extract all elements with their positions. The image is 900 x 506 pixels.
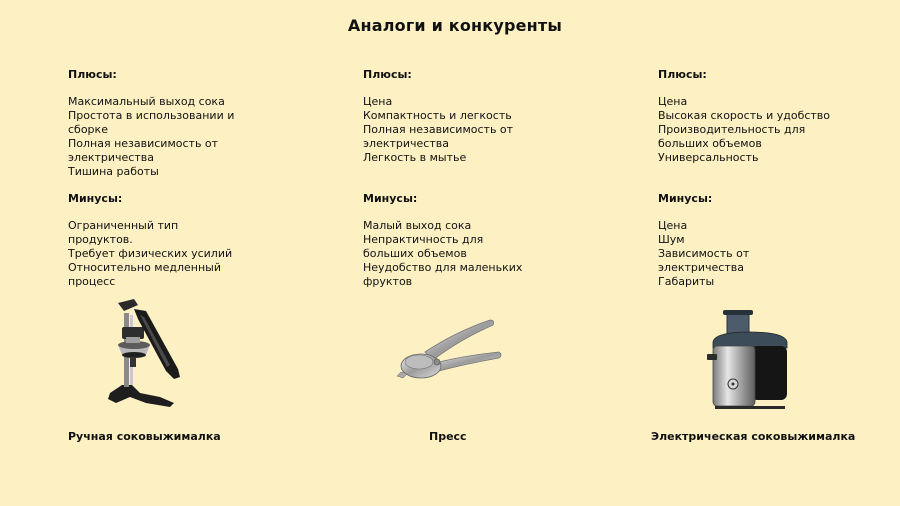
pros-item: Легкость в мытье <box>363 151 467 164</box>
cons-item: Зависимость от <box>658 247 750 260</box>
cons-item: электричества <box>658 261 744 274</box>
column-press <box>363 68 563 289</box>
cons-item: процесс <box>68 275 116 288</box>
pros-item: Компактность и легкость <box>363 109 512 122</box>
cons-list <box>68 219 268 289</box>
slide-title: Аналоги и конкуренты <box>347 16 563 35</box>
pros-list <box>68 95 268 179</box>
pros-item: Производительность для <box>658 123 806 136</box>
pros-item: сборке <box>68 123 108 136</box>
pros-heading: Плюсы: <box>658 68 707 81</box>
pros-item: больших объемов <box>658 137 762 150</box>
pros-list <box>363 95 563 179</box>
column-electric-juicer <box>658 68 858 289</box>
column-manual-juicer <box>68 68 268 289</box>
cons-item: Габариты <box>658 275 715 288</box>
pros-item: Полная независимость от <box>363 123 514 136</box>
pros-item: Цена <box>658 95 688 108</box>
caption-press: Пресс <box>429 430 467 443</box>
pros-item: Высокая скорость и удобство <box>658 109 831 122</box>
cons-item: Малый выход сока <box>363 219 472 232</box>
cons-item: Непрактичность для <box>363 233 484 246</box>
cons-item: Шум <box>658 233 685 246</box>
pros-item: Тишина работы <box>68 165 159 178</box>
cons-heading: Минусы: <box>658 192 713 205</box>
pros-item: Максимальный выход сока <box>68 95 225 108</box>
pros-item: электричества <box>363 137 449 150</box>
caption-electric-juicer: Электрическая соковыжималка <box>651 430 856 443</box>
caption-manual-juicer: Ручная соковыжималка <box>68 430 221 443</box>
pros-item: Цена <box>363 95 393 108</box>
pros-heading: Плюсы: <box>363 68 412 81</box>
cons-list <box>363 219 563 289</box>
cons-item: фруктов <box>363 275 413 288</box>
cons-item: Относительно медленный <box>68 261 221 274</box>
cons-item: Цена <box>658 219 688 232</box>
pros-item: электричества <box>68 151 154 164</box>
cons-item: продуктов. <box>68 233 133 246</box>
cons-list <box>658 219 858 289</box>
cons-item: Неудобство для маленьких <box>363 261 523 274</box>
cons-heading: Минусы: <box>68 192 123 205</box>
citrus-press-icon <box>395 312 505 397</box>
cons-item: Ограниченный тип <box>68 219 179 232</box>
pros-item: Универсальность <box>658 151 759 164</box>
pros-heading: Плюсы: <box>68 68 117 81</box>
pros-list <box>658 95 858 179</box>
cons-item: больших объемов <box>363 247 467 260</box>
pros-item: Простота в использовании и <box>68 109 235 122</box>
cons-item: Требует физических усилий <box>68 247 233 260</box>
pros-item: Полная независимость от <box>68 137 219 150</box>
manual-juicer-icon <box>100 293 190 413</box>
cons-heading: Минусы: <box>363 192 418 205</box>
electric-juicer-icon <box>705 308 795 413</box>
